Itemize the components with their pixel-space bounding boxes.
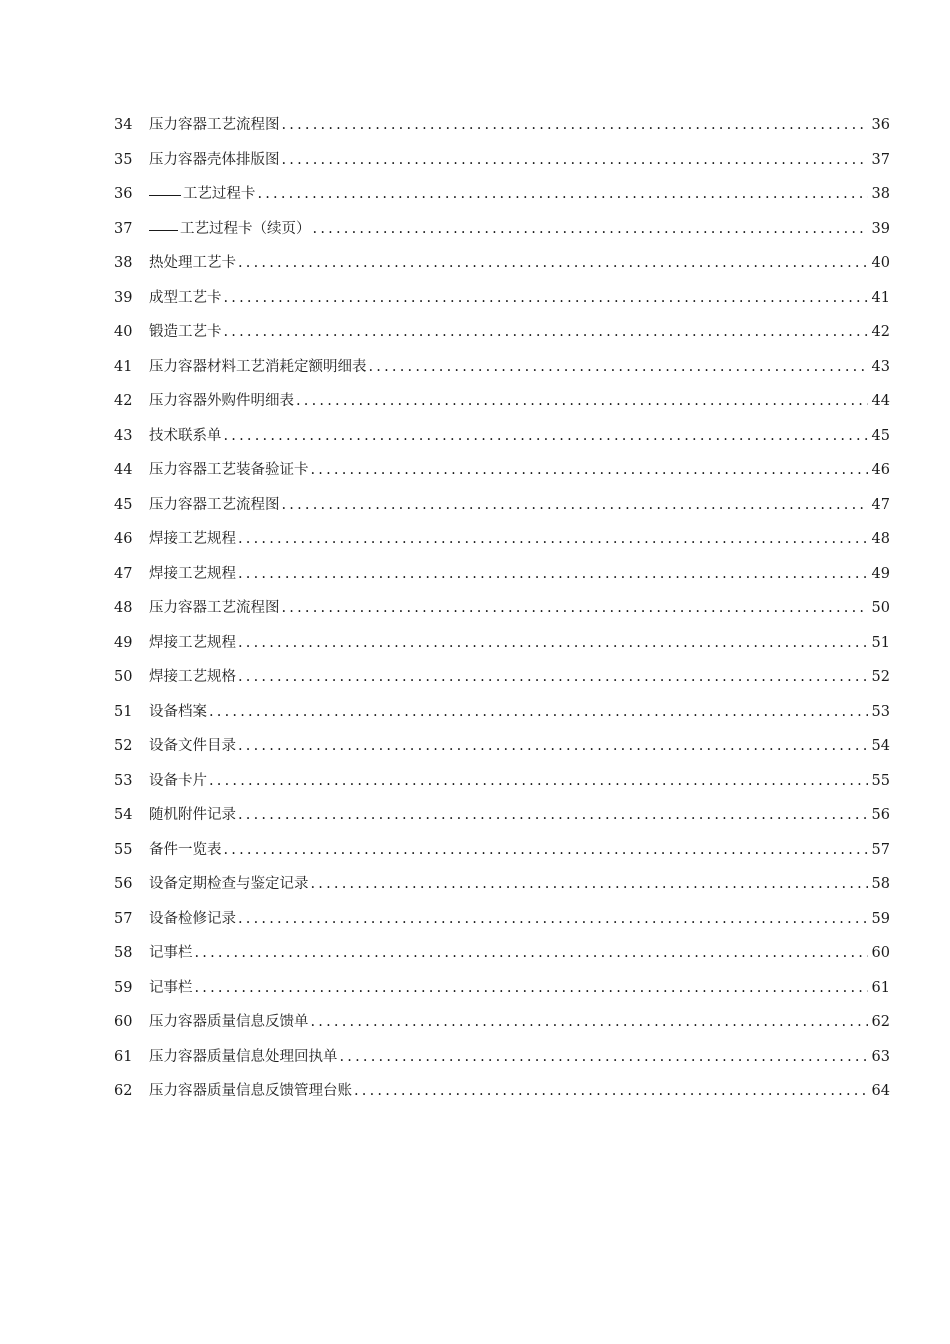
toc-entry[interactable] [114, 488, 890, 523]
toc-entry-number: 59 [114, 979, 133, 996]
toc-entry-title: 备件一览表 [149, 841, 222, 858]
toc-dot-leader [224, 281, 869, 316]
toc-entry[interactable] [114, 660, 890, 695]
toc-entry-blank-line [149, 195, 181, 196]
toc-entry-page-number: 39 [871, 220, 890, 237]
toc-entry-page-number: 61 [871, 979, 890, 996]
toc-entry[interactable] [114, 936, 890, 971]
toc-entry-title: 设备文件目录 [149, 738, 236, 754]
toc-entry[interactable] [114, 522, 890, 557]
toc-entry-title: 工艺过程卡（续页） [180, 220, 311, 237]
toc-entry-number: 53 [114, 772, 133, 789]
toc-entry[interactable] [114, 1074, 890, 1109]
toc-entry-title: 设备检修记录 [149, 910, 236, 927]
toc-entry-page-number: 57 [871, 841, 890, 858]
toc-dot-leader [238, 246, 868, 281]
toc-entry-title: 设备卡片 [149, 772, 207, 789]
toc-dot-leader [238, 557, 868, 592]
toc-entry-title: 设备档案 [149, 703, 207, 720]
toc-entry-page-number: 38 [871, 186, 890, 202]
toc-entry-title: 压力容器材料工艺消耗定额明细表 [149, 358, 367, 375]
toc-dot-leader [224, 419, 869, 454]
toc-entry-number: 62 [114, 1083, 133, 1099]
toc-dot-leader [282, 488, 869, 523]
toc-entry-title: 焊接工艺规程 [149, 634, 236, 651]
toc-entry-number: 45 [114, 496, 133, 513]
toc-entry[interactable] [114, 453, 890, 488]
toc-entry-page-number: 40 [871, 255, 890, 271]
toc-entry-page-number: 52 [871, 669, 890, 685]
toc-entry-title: 工艺过程卡 [182, 186, 256, 202]
toc-entry-page-number: 48 [871, 531, 890, 547]
toc-dot-leader [238, 729, 868, 764]
toc-entry-number: 39 [114, 289, 133, 306]
toc-entry[interactable] [114, 350, 890, 385]
toc-dot-leader [354, 1074, 868, 1109]
toc-entry-title: 记事栏 [149, 979, 193, 996]
toc-dot-leader [195, 936, 869, 971]
toc-entry[interactable] [114, 384, 890, 419]
toc-entry-page-number: 62 [871, 1014, 890, 1030]
toc-entry-title: 压力容器外购件明细表 [149, 393, 294, 409]
toc-dot-leader [257, 177, 868, 212]
toc-entry-page-number: 55 [871, 772, 890, 789]
toc-entry-number: 52 [114, 738, 133, 754]
toc-dot-leader [238, 902, 868, 937]
toc-dot-leader [311, 453, 869, 488]
table-of-contents [114, 108, 890, 1109]
toc-dot-leader [224, 833, 869, 868]
toc-entry-number: 43 [114, 427, 133, 444]
toc-entry-number: 36 [114, 186, 133, 202]
toc-entry-title: 压力容器壳体排版图 [149, 151, 280, 168]
toc-entry-page-number: 53 [871, 703, 890, 720]
toc-dot-leader [238, 626, 868, 661]
toc-entry-number: 42 [114, 393, 133, 409]
toc-entry-title: 焊接工艺规格 [149, 669, 236, 685]
toc-entry-number: 38 [114, 255, 133, 271]
toc-entry-page-number: 64 [871, 1083, 890, 1099]
toc-entry-page-number: 59 [871, 910, 890, 927]
toc-entry-blank-line [149, 230, 178, 231]
toc-entry[interactable] [114, 108, 890, 143]
toc-entry-number: 56 [114, 876, 133, 892]
toc-entry-page-number: 51 [871, 634, 890, 651]
toc-entry-page-number: 50 [871, 600, 890, 616]
toc-entry-title: 锻造工艺卡 [149, 324, 222, 340]
toc-entry[interactable] [114, 246, 890, 281]
toc-entry-title: 压力容器工艺流程图 [149, 117, 280, 133]
toc-entry[interactable] [114, 315, 890, 350]
toc-entry[interactable] [114, 764, 890, 799]
toc-dot-leader [313, 212, 868, 247]
toc-entry-page-number: 54 [871, 738, 890, 754]
toc-entry-title: 压力容器质量信息反馈管理台账 [149, 1083, 352, 1099]
toc-dot-leader [282, 108, 869, 143]
toc-entry-number: 50 [114, 669, 133, 685]
toc-dot-leader [238, 798, 868, 833]
toc-entry-title: 焊接工艺规程 [149, 531, 236, 547]
toc-entry[interactable] [114, 867, 890, 902]
toc-entry[interactable] [114, 833, 890, 868]
toc-entry-number: 51 [114, 703, 133, 720]
toc-entry[interactable] [114, 177, 890, 212]
toc-entry-page-number: 58 [871, 876, 890, 892]
toc-entry[interactable] [114, 1005, 890, 1040]
toc-entry-title: 热处理工艺卡 [149, 255, 236, 271]
toc-dot-leader [282, 143, 869, 178]
toc-entry-title: 记事栏 [149, 945, 193, 961]
toc-entry-title: 压力容器工艺流程图 [149, 600, 280, 616]
toc-dot-leader [195, 971, 869, 1006]
toc-entry-page-number: 47 [871, 496, 890, 513]
toc-entry-number: 37 [114, 220, 133, 237]
toc-entry-number: 34 [114, 117, 133, 133]
toc-entry[interactable] [114, 729, 890, 764]
toc-dot-leader [296, 384, 868, 419]
toc-entry[interactable] [114, 971, 890, 1006]
toc-entry-number: 44 [114, 462, 133, 478]
toc-entry-number: 41 [114, 358, 133, 375]
toc-entry[interactable] [114, 419, 890, 454]
toc-entry[interactable] [114, 557, 890, 592]
toc-entry-page-number: 36 [871, 117, 890, 133]
toc-dot-leader [340, 1040, 869, 1075]
toc-entry-number: 46 [114, 531, 133, 547]
toc-entry-number: 49 [114, 634, 133, 651]
toc-dot-leader [311, 867, 869, 902]
toc-entry[interactable] [114, 1040, 890, 1075]
toc-entry-number: 35 [114, 151, 133, 168]
toc-entry-number: 55 [114, 841, 133, 858]
toc-entry-page-number: 49 [871, 565, 890, 582]
toc-entry-title: 技术联系单 [149, 427, 222, 444]
toc-entry[interactable] [114, 281, 890, 316]
toc-entry-title: 设备定期检查与鉴定记录 [149, 876, 309, 892]
toc-entry-title: 焊接工艺规程 [149, 565, 236, 582]
toc-dot-leader [311, 1005, 869, 1040]
toc-entry-title: 压力容器工艺装备验证卡 [149, 462, 309, 478]
toc-entry-page-number: 37 [871, 151, 890, 168]
toc-entry-number: 48 [114, 600, 133, 616]
toc-dot-leader [238, 522, 868, 557]
toc-entry[interactable] [114, 626, 890, 661]
toc-entry-page-number: 44 [871, 393, 890, 409]
toc-dot-leader [282, 591, 869, 626]
toc-entry-title: 压力容器工艺流程图 [149, 496, 280, 513]
toc-entry-title: 压力容器质量信息反馈单 [149, 1014, 309, 1030]
toc-entry-page-number: 60 [871, 945, 890, 961]
toc-entry-number: 54 [114, 807, 133, 823]
toc-entry[interactable] [114, 902, 890, 937]
toc-entry-page-number: 43 [871, 358, 890, 375]
toc-entry-page-number: 41 [871, 289, 890, 306]
toc-entry[interactable] [114, 212, 890, 247]
toc-entry[interactable] [114, 695, 890, 730]
toc-entry-number: 60 [114, 1014, 133, 1030]
toc-dot-leader [224, 315, 869, 350]
toc-entry-page-number: 56 [871, 807, 890, 823]
toc-entry-number: 61 [114, 1048, 133, 1065]
toc-entry-title: 随机附件记录 [149, 807, 236, 823]
toc-entry-number: 40 [114, 324, 133, 340]
toc-entry-page-number: 46 [871, 462, 890, 478]
toc-entry-number: 47 [114, 565, 133, 582]
toc-entry[interactable] [114, 143, 890, 178]
toc-entry[interactable] [114, 591, 890, 626]
toc-entry-title: 成型工艺卡 [149, 289, 222, 306]
toc-entry-title: 压力容器质量信息处理回执单 [149, 1048, 338, 1065]
toc-dot-leader [238, 660, 868, 695]
toc-entry-number: 57 [114, 910, 133, 927]
toc-entry[interactable] [114, 798, 890, 833]
toc-entry-page-number: 45 [871, 427, 890, 444]
toc-entry-page-number: 63 [871, 1048, 890, 1065]
toc-dot-leader [209, 695, 868, 730]
toc-dot-leader [369, 350, 869, 385]
toc-dot-leader [209, 764, 868, 799]
toc-entry-number: 58 [114, 945, 133, 961]
toc-entry-page-number: 42 [871, 324, 890, 340]
